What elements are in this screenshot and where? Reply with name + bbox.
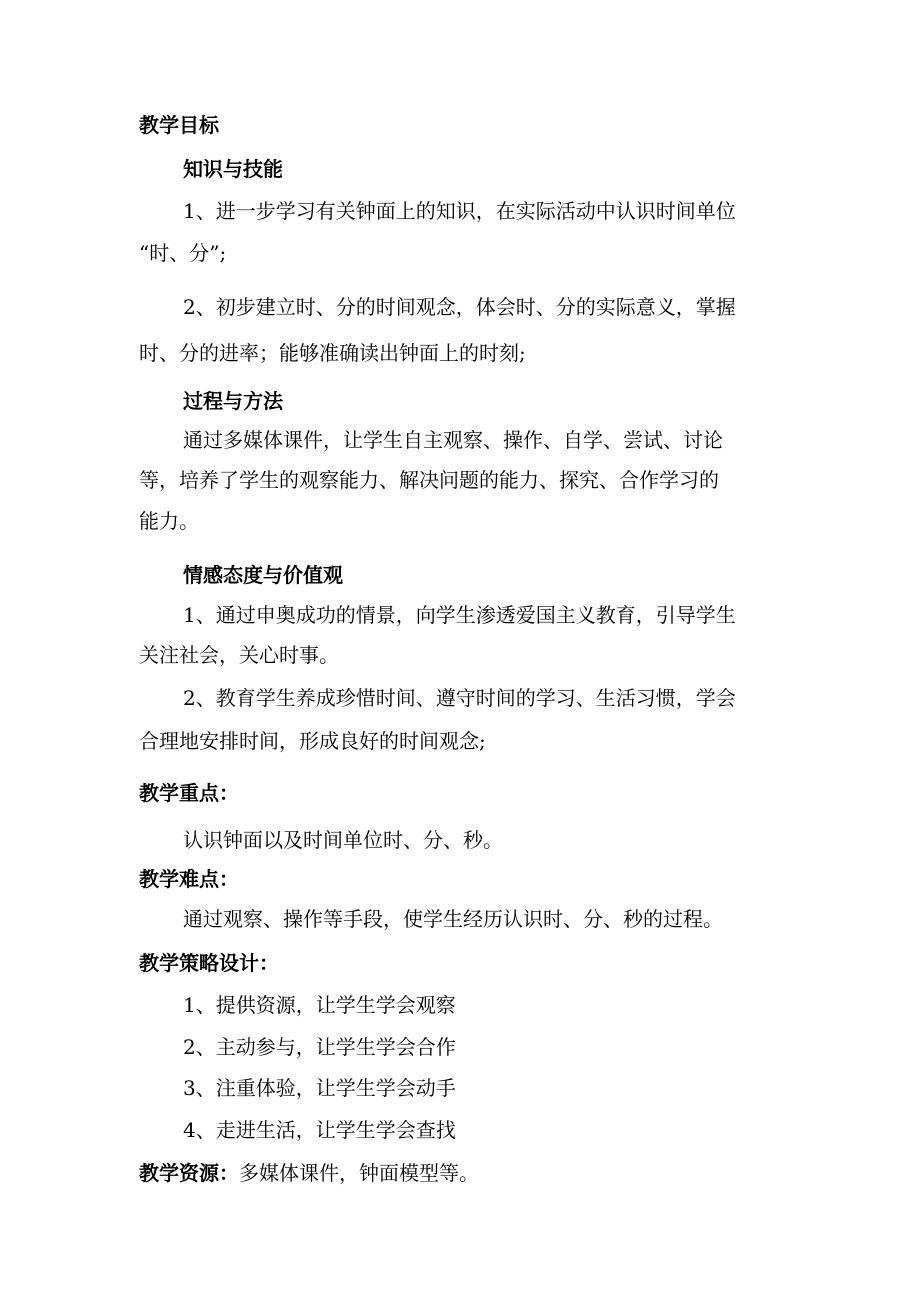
strategy-item-4: 4、走进生活，让学生学会查找: [183, 1118, 456, 1142]
process-line-1: 通过多媒体课件，让学生自主观察、操作、自学、尝试、讨论: [183, 428, 723, 452]
strategy-item-3: 3、注重体验，让学生学会动手: [183, 1076, 456, 1100]
knowledge-item-1-line-2: “时、分”;: [139, 241, 227, 265]
emotion-item-2-line-2: 合理地安排时间，形成良好的时间观念;: [139, 729, 486, 753]
resources-heading: 教学资源：: [139, 1161, 239, 1185]
resources-text: 多媒体课件，钟面模型等。: [239, 1161, 479, 1185]
teaching-goals-heading: 教学目标: [139, 113, 219, 137]
emotion-item-2-line-1: 2、教育学生养成珍惜时间、遵守时间的学习、生活习惯，学会: [183, 686, 736, 710]
process-line-3: 能力。: [139, 509, 199, 533]
resources-line: [139, 1160, 779, 1186]
process-line-2: 等，培养了学生的观察能力、解决问题的能力、探究、合作学习的: [139, 468, 719, 492]
emotion-values-heading: 情感态度与价值观: [183, 563, 343, 587]
strategy-item-1: 1、提供资源，让学生学会观察: [183, 993, 456, 1017]
emotion-item-1-line-2: 关注社会，关心时事。: [139, 643, 339, 667]
strategy-heading: 教学策略设计：: [139, 951, 279, 975]
difficulty-heading: 教学难点：: [139, 867, 239, 891]
emotion-item-1-line-1: 1、通过申奥成功的情景，向学生渗透爱国主义教育，引导学生: [183, 603, 736, 627]
strategy-item-2: 2、主动参与，让学生学会合作: [183, 1035, 456, 1059]
key-point-heading: 教学重点：: [139, 781, 239, 805]
process-methods-heading: 过程与方法: [183, 389, 283, 413]
knowledge-skills-heading: 知识与技能: [183, 157, 283, 181]
key-point-text: 认识钟面以及时间单位时、分、秒。: [183, 828, 503, 852]
difficulty-text: 通过观察、操作等手段，使学生经历认识时、分、秒的过程。: [183, 907, 723, 931]
knowledge-item-1-line-1: 1、进一步学习有关钟面上的知识，在实际活动中认识时间单位: [183, 199, 736, 223]
knowledge-item-2-line-1: 2、初步建立时、分的时间观念，体会时、分的实际意义，掌握: [183, 295, 736, 319]
knowledge-item-2-line-2: 时、分的进率；能够准确读出钟面上的时刻;: [139, 341, 526, 365]
